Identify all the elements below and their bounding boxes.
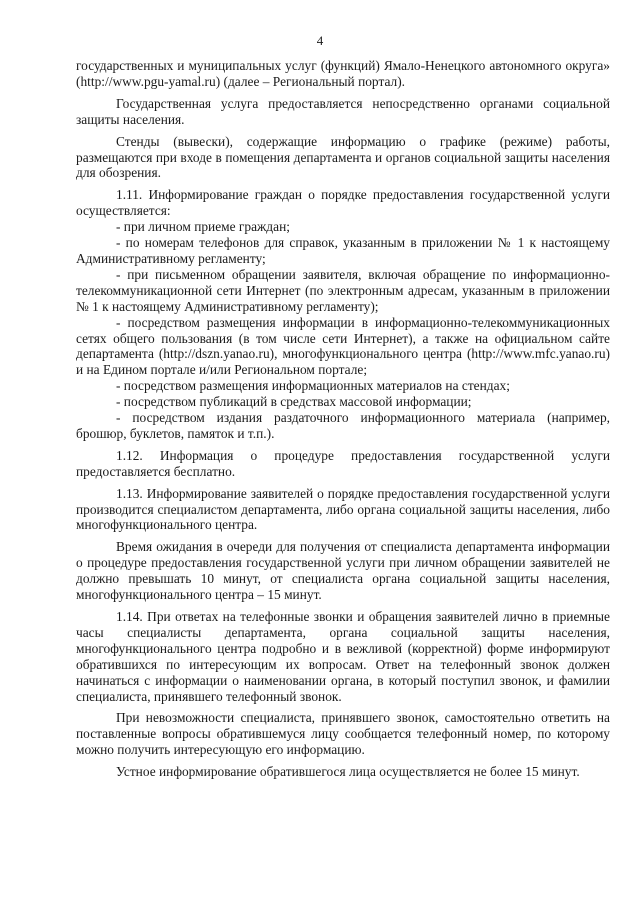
paragraph: 1.14. При ответах на телефонные звонки и обращения заявителей лично в приемные часы специалисты департамента, органа социальной защиты населения, многофункционального центра подробно и в вежливой (корректной) форме информируют обратившихся по интересующим их вопросам. Ответ на телефонный звонок должен начинаться с информации о наименовании органа, в который поступил звонок, и фамилии специалиста, принявшего телефонный звонок. xyxy=(76,609,610,704)
paragraph: Стенды (вывески), содержащие информацию о графике (режиме) работы, размещаются при входе в помещения департамента и органов социальной защиты населения для обозрения. xyxy=(76,133,610,181)
paragraph: - по номерам телефонов для справок, указанным в приложении № 1 к настоящему Административному регламенту; xyxy=(76,235,610,266)
paragraph: Время ожидания в очереди для получения от специалиста департамента информации о процедуре предоставления государственной услуги при личном обращении заявителей не должно превышать 10 минут, от специалиста органа социальной защиты населения, многофункционального центра – 15 минут. xyxy=(76,539,610,603)
paragraph: - посредством публикаций в средствах массовой информации; xyxy=(116,394,472,410)
paragraph: - посредством издания раздаточного информационного материала (например, брошюр, буклетов, памяток и т.п.). xyxy=(76,410,610,441)
paragraph: Устное информирование обратившегося лица осуществляется не более 15 минут. xyxy=(116,764,580,780)
paragraph: - при личном приеме граждан; xyxy=(116,219,290,235)
paragraph: - посредством размещения информации в информационно-телекоммуникационных сетях общего пользования (в том числе сети Интернет), а также на официальном сайте департамента (http://dszn.yanao.ru), многофункционального центра (http://www.mfc.yanao.ru) и на Едином портале и/или Региональном портале; xyxy=(76,314,610,378)
paragraph: 1.13. Информирование заявителей о порядке предоставления государственной услуги производится специалистом департамента, либо органа социальной защиты населения, либо многофункционального центра. xyxy=(76,485,610,533)
paragraph: государственных и муниципальных услуг (функций) Ямало-Ненецкого автономного округа» (http://www.pgu-yamal.ru) (далее – Региональный портал). xyxy=(76,58,610,89)
page-number: 4 xyxy=(316,33,324,48)
paragraph: - посредством размещения информационных материалов на стендах; xyxy=(116,378,510,394)
paragraph: При невозможности специалиста, принявшего звонок, самостоятельно ответить на поставленные вопросы обратившемуся лицу сообщается телефонный номер, по которому можно получить интересующую его информацию. xyxy=(76,710,610,758)
paragraph: Государственная услуга предоставляется непосредственно органами социальной защиты населения. xyxy=(76,95,610,127)
paragraph: - при письменном обращении заявителя, включая обращение по информационно-телекоммуникационной сети Интернет (по электронным адресам, указанным в приложении № 1 к настоящему Административному регламенту); xyxy=(76,266,610,314)
paragraph: 1.11. Информирование граждан о порядке предоставления государственной услуги осуществляется: xyxy=(76,187,610,219)
paragraph: 1.12. Информация о процедуре предоставления государственной услуги предоставляется бесплатно. xyxy=(76,447,610,479)
document-body xyxy=(76,58,610,786)
